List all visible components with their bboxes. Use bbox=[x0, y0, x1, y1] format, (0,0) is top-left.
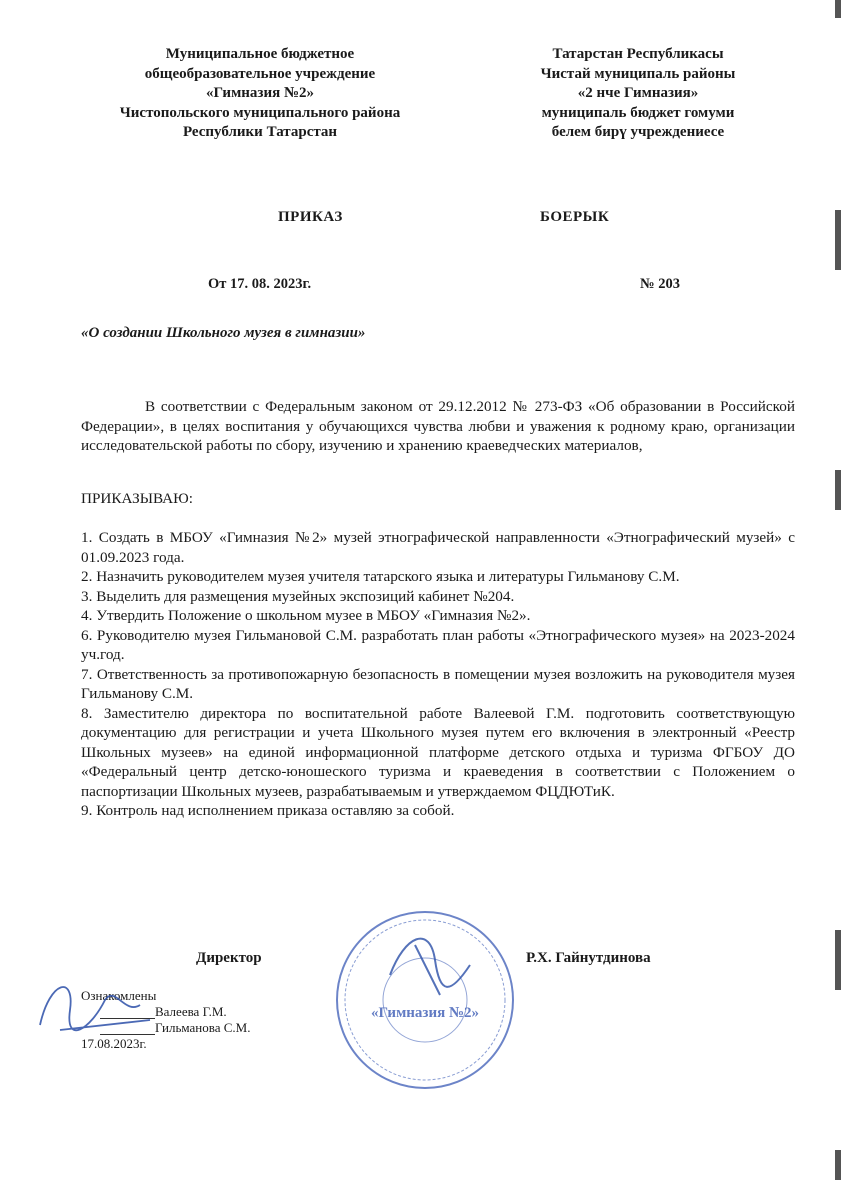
header-left-line: «Гимназия №2» bbox=[205, 85, 315, 101]
order-subject: «О создании Школьного музея в гимназии» bbox=[81, 325, 366, 341]
header-left-line: общеобразовательное учреждение bbox=[144, 65, 376, 82]
ack-label: Ознакомлены bbox=[81, 988, 157, 1003]
scan-edge-mark bbox=[835, 1150, 841, 1180]
intro-paragraph: В соответствии с Федеральным законом от 29.12.2012 № 273-ФЗ «Об образовании в Российской Федерации», в целях воспитания у обучающихся чувства любви и уважения к родному краю, организации исследовательской работы по сбору, изучению и хранению краеведческих материалов, bbox=[81, 398, 795, 454]
stamp-text: «Гимназия №2» bbox=[370, 1005, 480, 1021]
scan-edge-mark bbox=[835, 470, 841, 510]
order-number: № 203 bbox=[640, 276, 680, 292]
order-item: 2. Назначить руководителем музея учителя татарского языка и литературы Гильманову С.М. bbox=[81, 568, 680, 585]
ack-person: Гильманова С.М. bbox=[155, 1020, 251, 1035]
header-left-line: Муниципальное бюджетное bbox=[165, 46, 355, 62]
ack-signature bbox=[30, 970, 170, 1040]
scan-edge-mark bbox=[835, 930, 841, 990]
order-item: 3. Выделить для размещения музейных экспозиций кабинет №204. bbox=[81, 587, 515, 605]
director-signature-mark bbox=[390, 939, 470, 995]
title-prikaz: ПРИКАЗ bbox=[278, 209, 343, 225]
official-stamp bbox=[330, 905, 520, 1095]
scan-edge-mark bbox=[835, 210, 841, 270]
order-item: 4. Утвердить Положение о школьном музее в МБОУ «Гимназия №2». bbox=[81, 607, 531, 624]
header-left bbox=[100, 45, 420, 143]
order-item: 1. Создать в МБОУ «Гимназия №2» музей этнографической направленности «Этнографический музей» с 01.09.2023 года. bbox=[81, 529, 795, 566]
ack-person: Валеева Г.М. bbox=[155, 1004, 227, 1019]
decree-word: ПРИКАЗЫВАЮ: bbox=[81, 490, 193, 507]
header-right-line: «2 нче Гимназия» bbox=[577, 85, 699, 101]
header-right-line: муниципаль бюджет гомуми bbox=[541, 104, 735, 121]
scan-edge-mark bbox=[835, 0, 841, 18]
header-left-line: Республики Татарстан bbox=[182, 124, 338, 140]
ack-date: 17.08.2023г. bbox=[81, 1036, 147, 1051]
order-item: 9. Контроль над исполнением приказа оставляю за собой. bbox=[81, 802, 455, 819]
signature-title: Директор bbox=[196, 950, 262, 966]
order-item: 6. Руководителю музея Гильмановой С.М. разработать план работы «Этнографического музея» на 2023-2024 уч.год. bbox=[81, 626, 795, 663]
signature-name: Р.Х. Гайнутдинова bbox=[526, 950, 651, 966]
order-date: От 17. 08. 2023г. bbox=[208, 276, 312, 292]
header-right bbox=[478, 45, 798, 143]
order-items bbox=[81, 528, 795, 821]
header-right-line: белем бирү учреждениесе bbox=[551, 124, 725, 140]
title-boeryk: БОЕРЫК bbox=[540, 209, 610, 225]
order-item: 7. Ответственность за противопожарную безопасность в помещении музея возложить на руководителя музея Гильманову С.М. bbox=[81, 665, 795, 702]
header-left-line: Чистопольского муниципального района bbox=[119, 104, 401, 121]
header-right-line: Чистай муниципаль районы bbox=[540, 65, 736, 82]
order-item: 8. Заместителю директора по воспитательной работе Валеевой Г.М. подготовить соответствующую документацию для регистрации и учета Школьного музея путем его включения в электронный «Реестр Школьных музеев» на единой информационной платформе детского отдыха и туризма ФГБОУ ДО «Федеральный центр детско-юношеского туризма и краеведения в соответствии с Положением о паспортизации Школьных музеев, разрабатываемым и утверждаемом ФЦДЮТиК. bbox=[81, 704, 795, 800]
header-right-line: Татарстан Республикасы bbox=[552, 46, 724, 62]
